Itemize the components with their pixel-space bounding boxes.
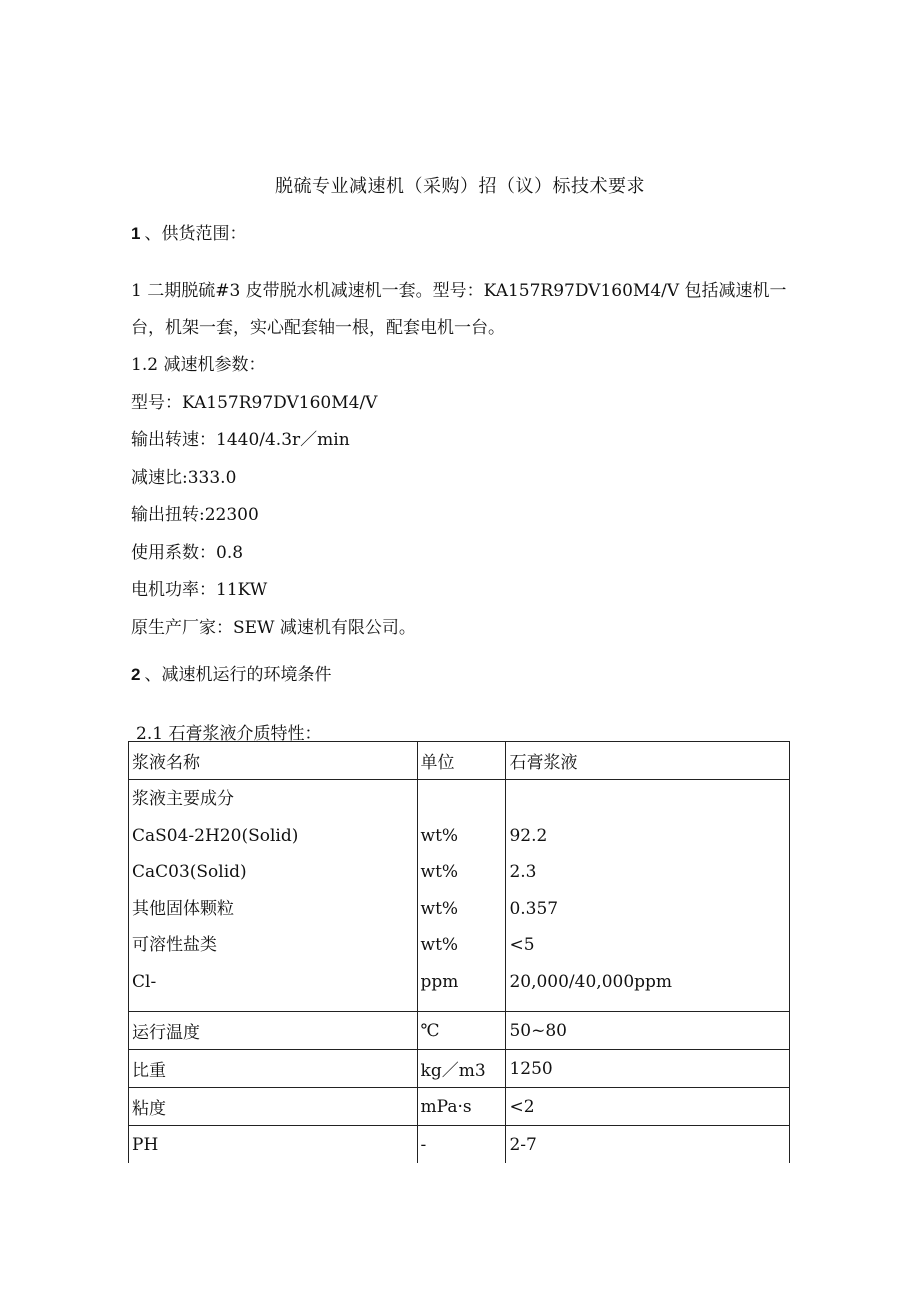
param-ratio: 减速比:333.0 [131, 468, 237, 488]
component-unit [421, 786, 506, 823]
component-value [509, 786, 789, 823]
params-heading: 1.2 减速机参数： [131, 355, 266, 375]
components-value-cell [506, 780, 790, 1012]
row-value: 50~80 [506, 1012, 790, 1050]
row-value: 1250 [506, 1050, 790, 1088]
row-name-viscosity: 粘度 [129, 1088, 418, 1126]
row-unit: mPa·s [417, 1088, 506, 1126]
component-unit: wt% [420, 825, 459, 846]
component-unit: wt% [420, 862, 459, 882]
section-2-heading [131, 660, 331, 685]
table-row [129, 1050, 790, 1088]
header-cell-unit: 单位 [417, 742, 506, 780]
components-name-cell [129, 780, 418, 1012]
scope-paragraph-line-1: 1 二期脱硫#3 皮带脱水机减速机一套。型号：KA157R97DV160M4/V 包括减速机一 [131, 281, 787, 301]
table-row [129, 1126, 790, 1164]
component-value: 2.3 [509, 862, 537, 882]
component-unit: wt% [420, 935, 459, 955]
table-row [129, 1012, 790, 1050]
component-name: CaS04-2H20(Solid) [132, 825, 299, 846]
section-2-text: 、减速机运行的环境条件 [144, 665, 332, 685]
header-cell-name: 浆液名称 [129, 742, 418, 780]
document-title: 脱硫专业减速机（采购）招（议）标技术要求 [275, 176, 645, 197]
component-name: 可溶性盐类 [132, 935, 217, 955]
component-name: 浆液主要成分 [132, 789, 234, 809]
row-unit: - [417, 1126, 506, 1164]
row-name-ph: PH [129, 1126, 418, 1164]
row-unit: ℃ [417, 1012, 506, 1050]
table-row-components [129, 780, 790, 1012]
components-unit-cell [417, 780, 506, 1012]
row-name-temperature: 运行温度 [129, 1012, 418, 1050]
section-1-number: 1 [131, 224, 141, 243]
param-maker: 原生产厂家：SEW 减速机有限公司。 [131, 618, 416, 638]
table-caption: 2.1 石膏浆液介质特性： [136, 724, 322, 744]
component-value: 20,000/40,000ppm [509, 971, 673, 992]
section-1-heading [131, 219, 246, 244]
row-unit: kg／m3 [417, 1050, 506, 1088]
component-unit: wt% [420, 898, 459, 919]
table-row [129, 1088, 790, 1126]
section-2-number: 2 [131, 665, 141, 684]
component-name: 其他固体颗粒 [132, 898, 234, 919]
component-value: 92.2 [509, 825, 548, 846]
row-value: 2-7 [506, 1126, 790, 1164]
param-torque: 输出扭转:22300 [131, 505, 259, 525]
param-model: 型号：KA157R97DV160M4/V [131, 393, 378, 413]
header-cell-value: 石膏浆液 [506, 742, 790, 780]
component-value: 0.357 [509, 898, 559, 919]
param-speed: 输出转速：1440/4.3r／min [131, 430, 350, 450]
scope-paragraph-line-2: 台，机架一套，实心配套轴一根，配套电机一台。 [131, 318, 505, 338]
param-power: 电机功率：11KW [131, 580, 268, 600]
slurry-properties-table [128, 741, 790, 1163]
param-factor: 使用系数：0.8 [131, 543, 244, 563]
component-name: CaC03(Solid) [132, 862, 247, 882]
row-value: <2 [506, 1088, 790, 1126]
section-1-text: 、供货范围： [144, 224, 247, 244]
component-value: <5 [509, 935, 535, 955]
component-name: Cl- [132, 971, 157, 992]
table-header-row [129, 742, 790, 780]
component-unit: ppm [420, 971, 459, 992]
row-name-density: 比重 [129, 1050, 418, 1088]
